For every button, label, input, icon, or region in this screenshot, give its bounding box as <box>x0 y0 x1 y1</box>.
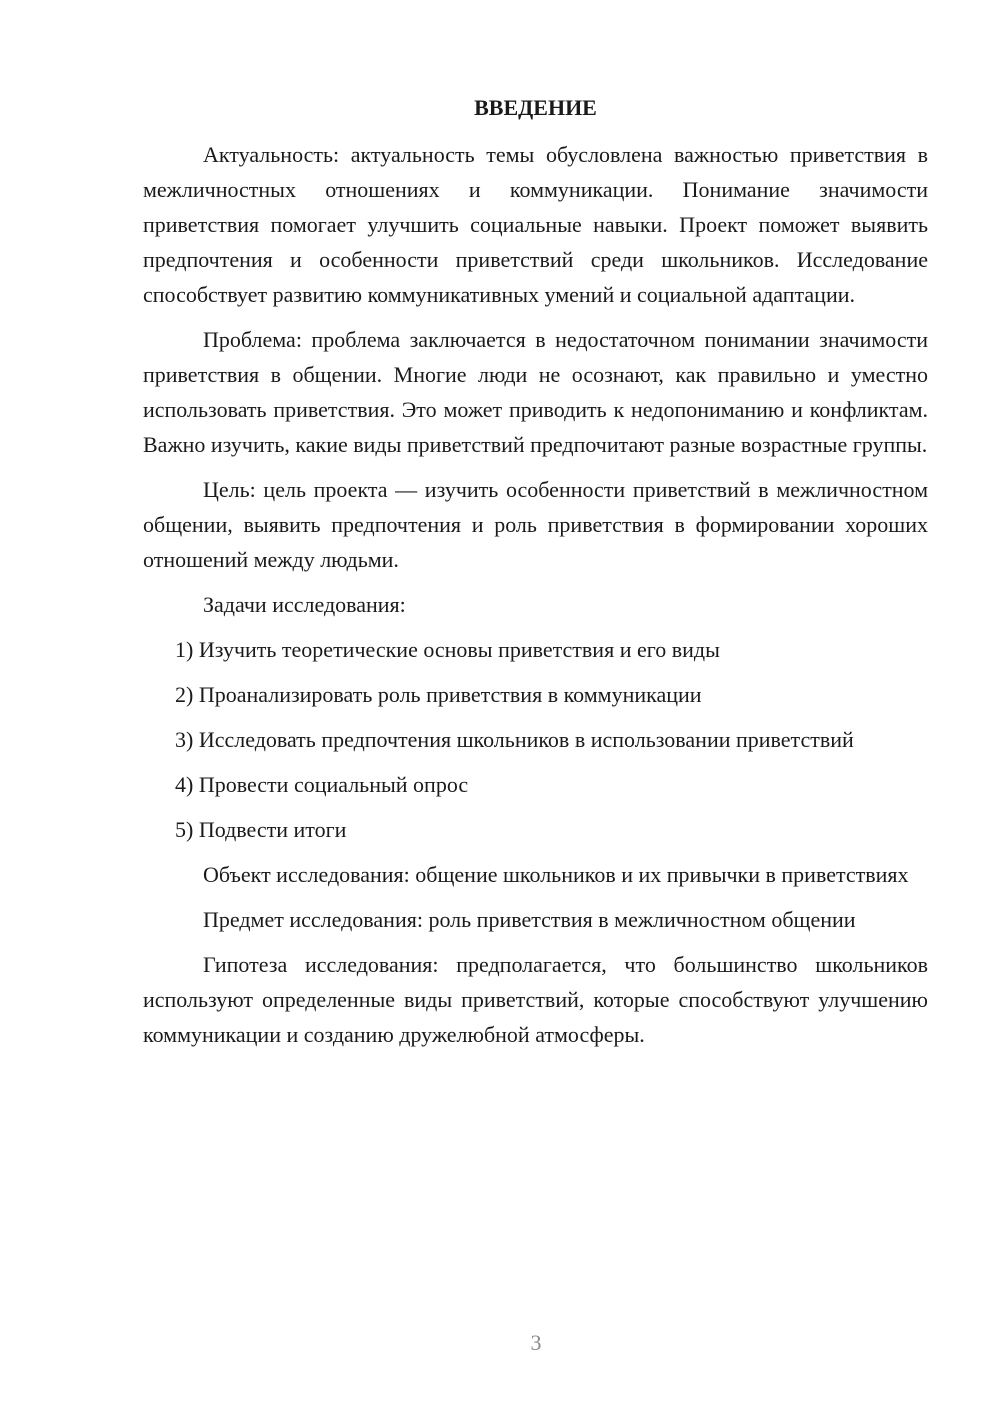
relevance-paragraph: Актуальность: актуальность темы обусловлена важностью приветствия в межличностных отношениях и коммуникации. Понимание значимости приветствия помогает улучшить социальные навыки. Проект поможет выявить предпочтения и особенности приветствий среди школьников. Исследование способствует развитию коммуникативных умений и социальной адаптации. <box>143 142 928 307</box>
subject-paragraph: Предмет исследования: роль приветствия в межличностном общении <box>203 907 856 932</box>
tasks-heading: Задачи исследования: <box>203 592 406 617</box>
problem-paragraph: Проблема: проблема заключается в недостаточном понимании значимости приветствия в общении. Многие люди не осознают, как правильно и уместно использовать приветствия. Это может приводить к недопониманию и конфликтам. Важно изучить, какие виды приветствий предпочитают разные возрастные группы. <box>143 327 928 457</box>
object-paragraph: Объект исследования: общение школьников и их привычки в приветствиях <box>203 862 909 887</box>
document-page <box>143 90 928 1062</box>
hypothesis-paragraph: Гипотеза исследования: предполагается, что большинство школьников используют определенные виды приветствий, которые способствуют улучшению коммуникации и созданию дружелюбной атмосферы. <box>143 952 928 1047</box>
task-item-5: 5) Подвести итоги <box>175 817 347 842</box>
goal-paragraph: Цель: цель проекта — изучить особенности приветствий в межличностном общении, выявить предпочтения и роль приветствия в формировании хороших отношений между людьми. <box>143 477 928 572</box>
task-item-1: 1) Изучить теоретические основы приветствия и его виды <box>175 637 720 662</box>
task-item-3: 3) Исследовать предпочтения школьников в использовании приветствий <box>175 727 854 752</box>
task-item-2: 2) Проанализировать роль приветствия в коммуникации <box>175 682 702 707</box>
task-item-4: 4) Провести социальный опрос <box>175 772 469 797</box>
section-title: ВВЕДЕНИЕ <box>474 95 597 120</box>
page-number: 3 <box>530 1330 542 1355</box>
